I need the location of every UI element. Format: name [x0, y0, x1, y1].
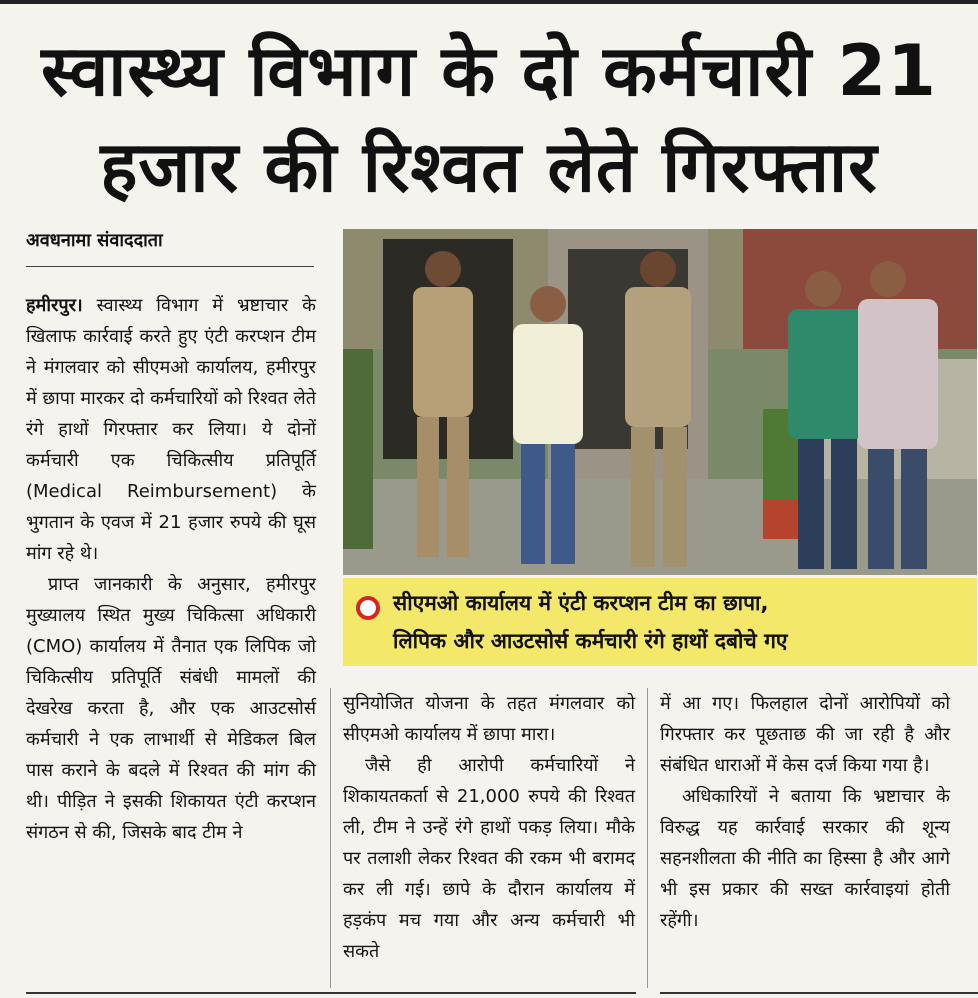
- article-column-1: [26, 290, 316, 848]
- caption-line-2: लिपिक और आउटसोर्स कर्मचारी रंगे हाथों दबोचे गए: [393, 629, 788, 653]
- article-paragraph-3: सुनियोजित योजना के तहत मंगलवार को सीएमओ कार्यालय में छापा मारा।: [343, 693, 635, 745]
- photo-caption: [343, 578, 977, 666]
- article-paragraph-2: प्राप्त जानकारी के अनुसार, हमीरपुर मुख्यालय स्थित मुख्य चिकित्सा अधिकारी (CMO) कार्यालय में तैनात एक लिपिक जो चिकित्सीय प्रतिपूर्ति संबंधी मामलों की देखरेख करता है, और एक आउटसोर्स कर्मचारी ने एक लाभार्थी से मेडिकल बिल पास कराने के बदले में रिश्वत की मांग की थी। पीड़ित ने इसकी शिकायत एंटी करप्शन संगठन से की, जिसके बाद टीम ने: [26, 574, 316, 843]
- article-paragraph-5: में आ गए। फिलहाल दोनों आरोपियों को गिरफ्तार कर पूछताछ की जा रही है और संबंधित धाराओं में केस दर्ज किया गया है।: [660, 693, 950, 776]
- news-photo: [343, 229, 977, 575]
- column-divider-2: [647, 688, 648, 988]
- headline-line-1: स्वास्थ्य विभाग के दो कर्मचारी 21: [41, 30, 937, 112]
- dateline: हमीरपुर।: [26, 295, 83, 316]
- top-rule: [0, 0, 978, 4]
- article-paragraph-1: स्वास्थ्य विभाग में भ्रष्टाचार के खिलाफ कार्रवाई करते हुए एंटी करप्शन टीम ने मंगलवार को सीएमओ कार्यालय, हमीरपुर में छापा मारकर दो कर्मचारियों को रिश्वत लेते रंगे हाथों गिरफ्तार कर लिया। ये दोनों कर्मचारी एक चिकित्सीय प्रतिपूर्ति (Medical Reimbursement) के भुगतान के एवज में 21 हजार रुपये की घूस मांग रहे थे।: [26, 295, 316, 564]
- article-column-2: [343, 688, 635, 967]
- article-paragraph-6: अधिकारियों ने बताया कि भ्रष्टाचार के विरुद्ध यह कार्रवाई सरकार की शून्य सहनशीलता की नीति का हिस्सा है और आगे भी इस प्रकार की सख्त कार्रवाइयां होती रहेंगी।: [660, 786, 950, 931]
- headline-line-2: हजार की रिश्वत लेते गिरफ्तार: [100, 126, 878, 208]
- caption-line-1: सीएमओ कार्यालय में एंटी करप्शन टीम का छापा,: [393, 591, 769, 615]
- caption-bullet-icon: [356, 596, 380, 620]
- article-column-3: [660, 688, 950, 936]
- column-divider-1: [330, 688, 331, 988]
- bottom-rule-left: [26, 992, 636, 994]
- byline: अवधनामा संवाददाता: [26, 230, 163, 251]
- byline-rule: [26, 266, 314, 267]
- article-paragraph-4: जैसे ही आरोपी कर्मचारियों ने शिकायतकर्ता से 21,000 रुपये की रिश्वत ली, टीम ने उन्हें रंगे हाथों पकड़ लिया। मौके पर तलाशी लेकर रिश्वत की रकम भी बरामद कर ली गई। छापे के दौरान कार्यालय में हड़कंप मच गया और अन्य कर्मचारी भी सकते: [343, 755, 635, 962]
- bottom-rule-right: [660, 992, 978, 994]
